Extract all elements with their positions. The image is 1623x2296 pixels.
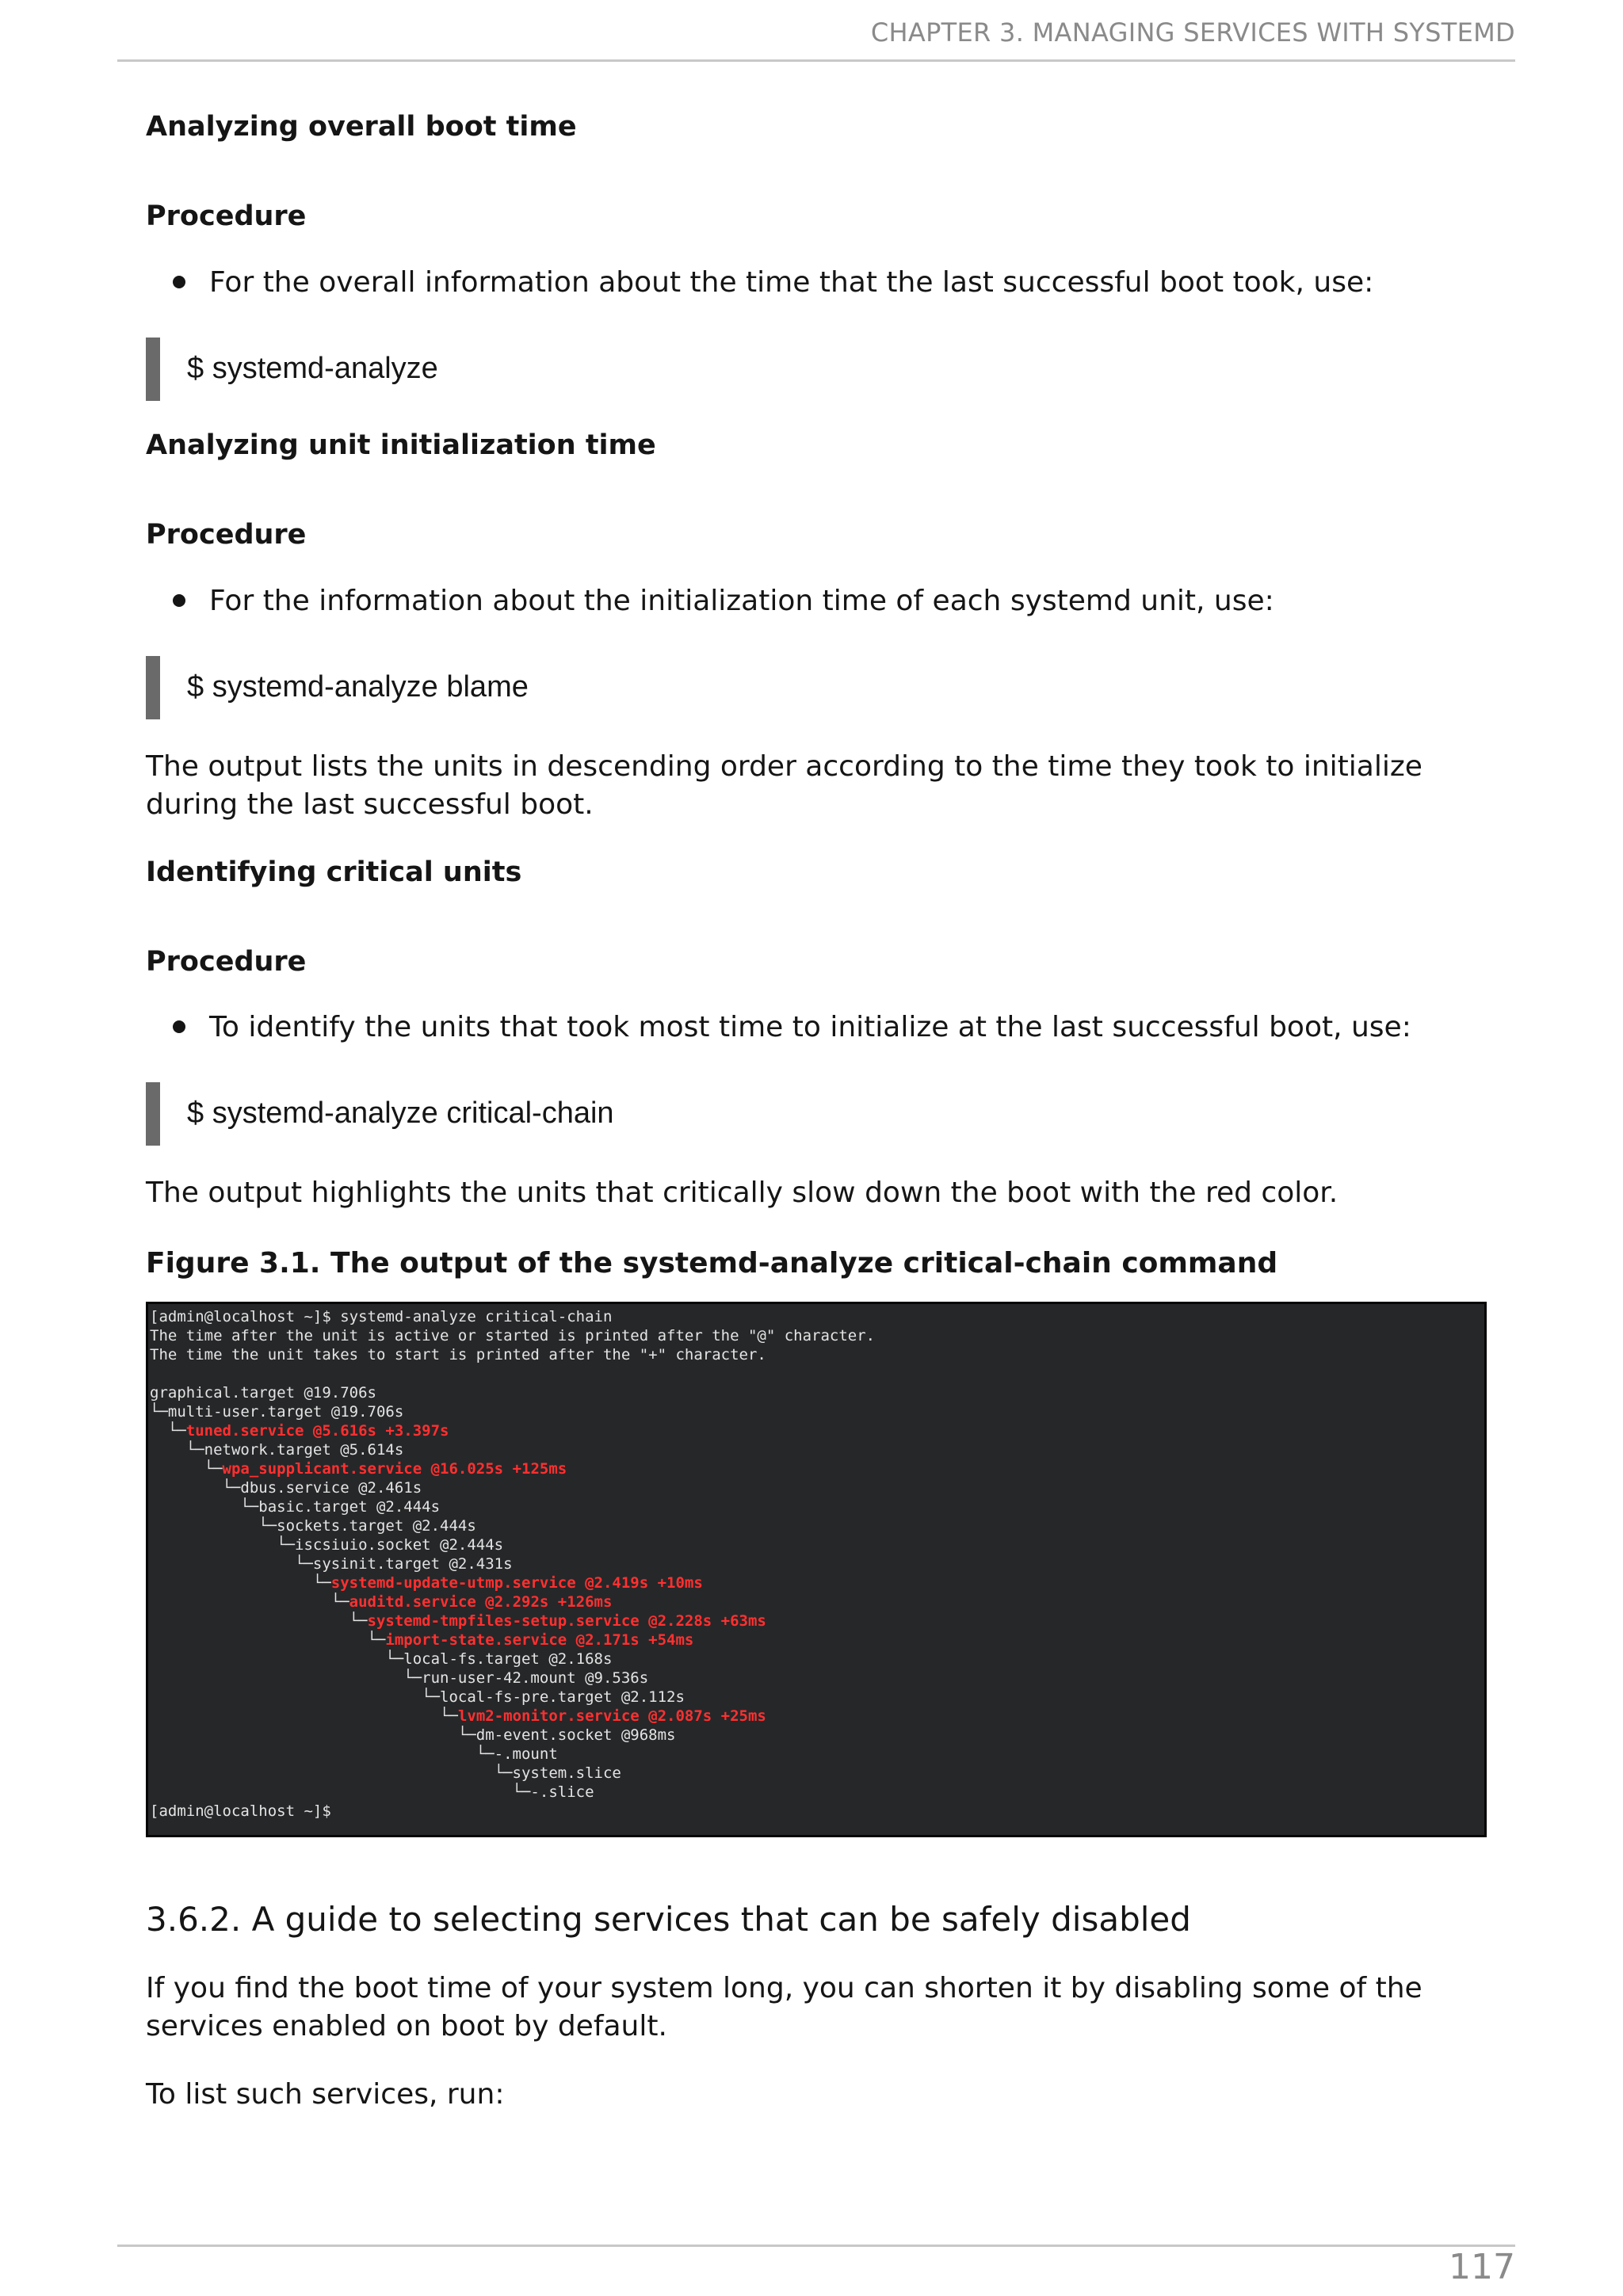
terminal-line: └─sockets.target @2.444s xyxy=(150,1517,476,1535)
bullet-dot xyxy=(173,594,185,607)
section-paragraph-1: If you find the boot time of your system long, you can shorten it by disabling some of the services enabled on boot by default. xyxy=(146,1972,1423,2042)
terminal-line: └─sysinit.target @2.431s xyxy=(150,1555,513,1573)
terminal-line: └─-.slice xyxy=(150,1783,594,1801)
terminal-line: └─iscsiuio.socket @2.444s xyxy=(150,1536,504,1554)
bullet-text-2: For the information about the initialization time of each systemd unit, use: xyxy=(209,585,1274,617)
terminal-line: └─systemd-update-utmp.service @2.419s +10ms xyxy=(150,1574,703,1592)
terminal-line: └─auditd.service @2.292s +126ms xyxy=(150,1593,613,1611)
bullet-text-3: To identify the units that took most time to initialize at the last successful boot, use: xyxy=(209,1011,1411,1043)
heading-boot-time: Analyzing overall boot time xyxy=(146,111,577,143)
terminal-line: └─wpa_supplicant.service @16.025s +125ms xyxy=(150,1460,567,1478)
terminal-line: └─system.slice xyxy=(150,1764,621,1782)
code-block-2 xyxy=(146,656,1509,719)
section-title-3-6-2: 3.6.2. A guide to selecting services that can be safely disabled xyxy=(146,1900,1191,1939)
code-block-1 xyxy=(146,338,1509,401)
section-paragraph-2: To list such services, run: xyxy=(146,2078,505,2111)
page-number: 117 xyxy=(1449,2247,1515,2287)
terminal-line: └─local-fs.target @2.168s xyxy=(150,1650,613,1668)
bullet-text-1: For the overall information about the time that the last successful boot took, use: xyxy=(209,266,1374,299)
critical-description: The output highlights the units that critically slow down the boot with the red color. xyxy=(146,1177,1338,1209)
code-command-1: $ systemd-analyze xyxy=(187,352,438,385)
terminal-line: └─lvm2-monitor.service @2.087s +25ms xyxy=(150,1707,766,1725)
bullet-item-2 xyxy=(209,585,1274,617)
blame-description: The output lists the units in descending order according to the time they took to initialize during the last successful boot. xyxy=(146,750,1423,821)
terminal-line: └─tuned.service @5.616s +3.397s xyxy=(150,1422,449,1440)
code-block-3 xyxy=(146,1082,1509,1146)
bullet-item-3 xyxy=(209,1011,1411,1043)
terminal-line xyxy=(150,1364,1484,1383)
terminal-line: └─local-fs-pre.target @2.112s xyxy=(150,1688,685,1706)
terminal-line: graphical.target @19.706s xyxy=(150,1384,376,1402)
terminal-screenshot xyxy=(146,1302,1487,1837)
bullet-dot xyxy=(173,1020,185,1033)
heading-unit-init: Analyzing unit initialization time xyxy=(146,429,656,461)
terminal-line: The time the unit takes to start is printed after the "+" character. xyxy=(150,1346,766,1363)
figure-title: Figure 3.1. The output of the systemd-analyze critical-chain command xyxy=(146,1247,1278,1280)
procedure-label-1: Procedure xyxy=(146,200,307,232)
terminal-line: └─run-user-42.mount @9.536s xyxy=(150,1669,649,1687)
terminal-line: └─network.target @5.614s xyxy=(150,1441,404,1459)
terminal-line: └─dbus.service @2.461s xyxy=(150,1479,422,1497)
terminal-line: [admin@localhost ~]$ systemd-analyze critical-chain xyxy=(150,1308,613,1325)
terminal-line: └─basic.target @2.444s xyxy=(150,1498,441,1516)
terminal-line: └─dm-event.socket @968ms xyxy=(150,1726,676,1744)
footer-divider xyxy=(117,2245,1515,2247)
chapter-title: CHAPTER 3. MANAGING SERVICES WITH SYSTEMD xyxy=(870,17,1515,48)
code-command-2: $ systemd-analyze blame xyxy=(187,670,529,704)
code-command-3: $ systemd-analyze critical-chain xyxy=(187,1097,614,1130)
bullet-item-1 xyxy=(209,266,1373,299)
page-header xyxy=(117,14,1515,62)
terminal-line: └─multi-user.target @19.706s xyxy=(150,1403,404,1421)
terminal-line: The time after the unit is active or started is printed after the "@" character. xyxy=(150,1327,876,1344)
terminal-line: [admin@localhost ~]$ xyxy=(150,1802,331,1820)
terminal-line: └─systemd-tmpfiles-setup.service @2.228s +63ms xyxy=(150,1612,766,1630)
terminal-line: └─-.mount xyxy=(150,1745,558,1763)
heading-critical: Identifying critical units xyxy=(146,856,522,888)
terminal-line: └─import-state.service @2.171s +54ms xyxy=(150,1631,694,1649)
terminal-output xyxy=(148,1304,1484,1821)
bullet-dot xyxy=(173,276,185,288)
procedure-label-2: Procedure xyxy=(146,519,307,551)
procedure-label-3: Procedure xyxy=(146,946,307,978)
